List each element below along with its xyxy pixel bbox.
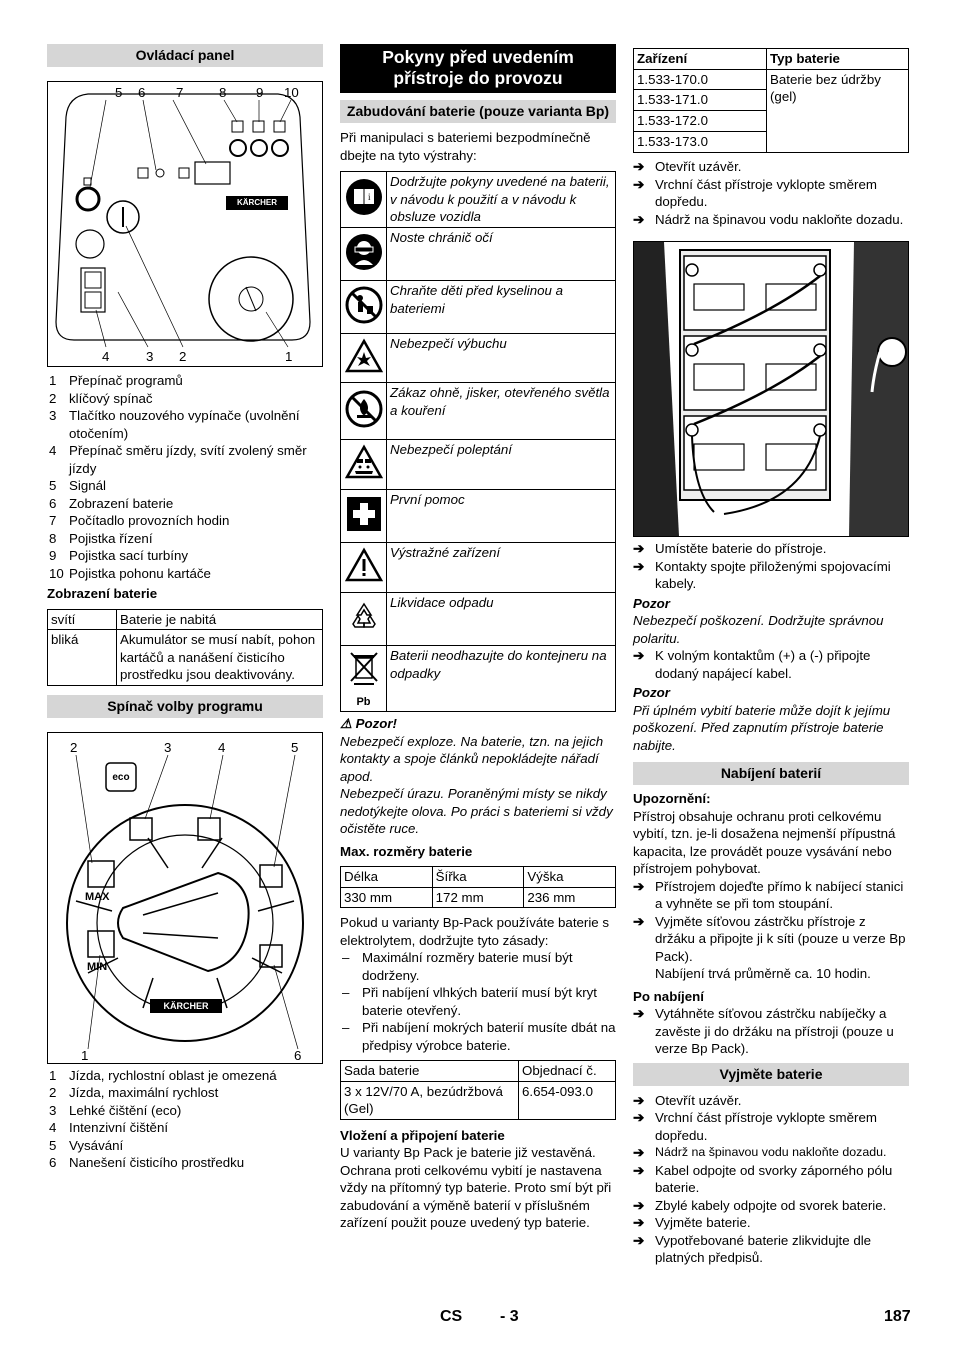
list-item: ➔ Vytáhněte síťovou zástrčku nabíječky a zavěste ji do držáku na přístroji (pouze u verze Bp Pack). bbox=[633, 1006, 894, 1056]
list-item: ➔ Otevřít uzávěr. bbox=[633, 1092, 742, 1108]
table-row: 3 x 12V/70 A, bezúdržbová (Gel) 6.654-093.0 bbox=[341, 1081, 616, 1119]
list-item: – Maximální rozměry baterie musí být dodrženy. bbox=[342, 950, 573, 983]
steps-open bbox=[633, 158, 909, 228]
footer-language: CS bbox=[440, 1308, 463, 1325]
arrow-icon: ➔ bbox=[633, 541, 645, 556]
control-panel-drawing bbox=[48, 82, 322, 366]
device-battery-table bbox=[633, 48, 909, 153]
steps-remove bbox=[633, 1092, 909, 1267]
callout-1: 1 bbox=[81, 1047, 89, 1063]
callout-2: 2 bbox=[70, 739, 78, 755]
arrow-icon: ➔ bbox=[633, 558, 645, 574]
list-item: ➔ K volným kontaktům (+) a (-) připojte dodaný napájecí kabel. bbox=[633, 648, 871, 681]
steps-charge bbox=[633, 878, 909, 966]
callout-1: 1 bbox=[285, 349, 293, 364]
recycling-icon bbox=[341, 593, 387, 646]
program-switch-list bbox=[47, 1067, 323, 1172]
dimensions-heading: Max. rozměry baterie bbox=[340, 843, 473, 859]
list-item: ➔ Vyjměte baterie. bbox=[633, 1215, 751, 1230]
list-item: 8 Pojistka řízení bbox=[49, 530, 153, 546]
list-item: 5 Vysávání bbox=[49, 1137, 124, 1153]
table-row: bliká Akumulátor se musí nabít, pohon kartáčů a nanášení čisticího prostředku jsou deaktivovány. bbox=[48, 630, 323, 686]
list-item: 6 Nanešení čisticího prostředku bbox=[49, 1155, 245, 1170]
arrow-icon: ➔ bbox=[633, 176, 645, 192]
battery-compartment-figure bbox=[633, 241, 909, 537]
callout-9: 9 bbox=[256, 85, 264, 100]
list-item: ➔ Nádrž na špinavou vodu nakloňte dozadu. bbox=[633, 1145, 887, 1160]
list-item: ➔ Otevřít uzávěr. bbox=[633, 159, 742, 174]
control-panel-heading: Ovládací panel bbox=[47, 44, 323, 67]
warning-icon bbox=[341, 543, 387, 593]
list-item: 9 Pojistka sací turbíny bbox=[49, 548, 188, 563]
arrow-icon: ➔ bbox=[633, 1145, 645, 1160]
min-label: MIN bbox=[87, 960, 108, 973]
list-item: ➔ Kabel odpojte od svorky záporného pólu baterie. bbox=[633, 1162, 893, 1195]
arrow-icon: ➔ bbox=[633, 648, 645, 663]
callout-10: 10 bbox=[284, 85, 299, 100]
no-fire-icon bbox=[341, 383, 387, 440]
charge-time: Nabíjení trvá průměrně ca. 10 hodin. bbox=[655, 966, 871, 981]
dimensions-table bbox=[340, 866, 616, 908]
battery-display-heading: Zobrazení baterie bbox=[47, 586, 158, 601]
program-switch-heading: Spínač volby programu bbox=[47, 695, 323, 718]
callout-4: 4 bbox=[218, 739, 226, 755]
explosion-icon bbox=[341, 334, 387, 383]
list-item: 6 Zobrazení baterie bbox=[49, 495, 174, 511]
callout-3: 3 bbox=[146, 349, 154, 364]
battery-compartment-photo bbox=[634, 242, 908, 536]
page-section-heading: Pokyny před uvedením přístroje do provozu bbox=[340, 44, 616, 93]
column-2 bbox=[340, 44, 616, 1232]
warnings-intro: Při manipulaci s bateriemi bezpodmínečně dbejte na tyto výstrahy: bbox=[340, 130, 591, 163]
callout-4: 4 bbox=[102, 349, 110, 364]
table-row: Zákaz ohně, jisker, otevřeného světla a kouření bbox=[341, 383, 616, 440]
list-item: ➔ Nádrž na špinavou vodu nakloňte dozadu. bbox=[633, 211, 904, 227]
list-item: 10 Pojistka pohonu kartáče bbox=[49, 565, 211, 581]
list-item: ➔ Vrchní část přístroje vyklopte směrem dopředu. bbox=[633, 1110, 877, 1143]
arrow-icon: ➔ bbox=[633, 1006, 645, 1021]
arrow-icon: ➔ bbox=[633, 913, 645, 929]
table-row: 330 mm 172 mm 236 mm bbox=[341, 887, 616, 908]
arrow-icon: ➔ bbox=[633, 1162, 645, 1178]
callout-5: 5 bbox=[115, 85, 123, 100]
list-item: 2 Jízda, maximální rychlost bbox=[49, 1085, 219, 1100]
control-panel-brand: KÄRCHER bbox=[237, 198, 277, 207]
notice-text: Přístroj obsahuje ochranu proti celkovému vybití, tzn. je-li dosažena nejmenší přípustná kapacita, lze provádět pouze vysávání nebo přístrojem pohybovat. bbox=[633, 808, 896, 876]
list-item: 1 Jízda, rychlostní oblast je omezená bbox=[49, 1067, 277, 1083]
insert-battery-text: U varianty Bp Pack je baterie již vestavěná. Ochrana proti celkovému vybití je nastavena vždy na přítomný typ baterie. Proto smí být při zabudování a výměně baterií v příslušném zařízení použit pouze uvedený typ baterie. bbox=[340, 1145, 612, 1230]
manual-icon bbox=[341, 172, 387, 228]
list-item: 4 Intenzivní čištění bbox=[49, 1120, 169, 1135]
program-switch-figure bbox=[47, 732, 323, 1064]
column-3 bbox=[633, 48, 909, 1267]
list-item: 3 Lehké čištění (eco) bbox=[49, 1102, 182, 1118]
arrow-icon: ➔ bbox=[633, 1092, 645, 1108]
steps-connect bbox=[633, 647, 909, 682]
control-panel-figure bbox=[47, 81, 323, 367]
table-row: 1.533-173.0 bbox=[634, 132, 909, 153]
table-row: Délka Šířka Výška bbox=[341, 867, 616, 888]
keep-children-away-icon bbox=[341, 281, 387, 334]
warning-icon: ⚠ bbox=[340, 716, 352, 731]
table-row: Výstražné zařízení bbox=[341, 543, 616, 593]
list-item: ➔ Vyjměte síťovou zástrčku přístroje z držáku a připojte ji k síti (pouze u verze Bp Pack). bbox=[633, 913, 906, 964]
table-row: Nebezpečí výbuchu bbox=[341, 334, 616, 383]
list-item: ➔ Vypotřebované baterie zlikvidujte dle platných předpisů. bbox=[633, 1232, 872, 1265]
caution-text-2: Nebezpečí úrazu. Poraněnými místy se nikdy nedotýkejte olova. Po práci s bateriemi si vždy očistěte ruce. bbox=[340, 786, 613, 836]
footer-page-number: 187 bbox=[884, 1308, 911, 1325]
list-item: ➔ Přístrojem dojeďte přímo k nabíjecí stanici a vyhněte se při tom stoupání. bbox=[633, 878, 904, 911]
arrow-icon: ➔ bbox=[633, 878, 645, 894]
table-row: Sada baterie Objednací č. bbox=[341, 1061, 616, 1082]
notice-title: Upozornění: bbox=[633, 791, 711, 806]
wet-battery-rules bbox=[340, 949, 616, 1054]
table-row: Zařízení Typ baterie bbox=[634, 49, 909, 70]
after-charging-heading: Po nabíjení bbox=[633, 988, 704, 1004]
corrosion-icon bbox=[341, 440, 387, 490]
list-item: ➔ Zbylé kabely odpojte od svorek baterie. bbox=[633, 1197, 887, 1213]
list-item: 4 Přepínač směru jízdy, svítí zvolený směr jízdy bbox=[49, 443, 307, 476]
table-row: Noste chránič očí bbox=[341, 228, 616, 281]
list-item: ➔ Umístěte baterie do přístroje. bbox=[633, 541, 827, 556]
list-item: ➔ Kontakty spojte přiloženými spojovacími kabely. bbox=[633, 558, 891, 591]
column-1 bbox=[47, 44, 323, 1172]
control-panel-list bbox=[47, 372, 323, 582]
arrow-icon: ➔ bbox=[633, 1197, 645, 1213]
insert-battery-heading: Vložení a připojení baterie bbox=[340, 1127, 505, 1143]
callout-8: 8 bbox=[219, 85, 227, 100]
steps-place bbox=[633, 540, 909, 593]
arrow-icon: ➔ bbox=[633, 1215, 645, 1230]
list-item: 1 Přepínač programů bbox=[49, 373, 183, 388]
callout-6: 6 bbox=[294, 1047, 302, 1063]
wet-battery-intro: Pokud u varianty Bp-Pack používáte baterie s elektrolytem, dodržujte tyto zásady: bbox=[340, 915, 610, 948]
arrow-icon: ➔ bbox=[633, 1110, 645, 1125]
svg-text:i: i bbox=[367, 192, 371, 203]
callout-3: 3 bbox=[164, 739, 172, 755]
charging-heading: Nabíjení baterií bbox=[633, 762, 909, 785]
callout-6: 6 bbox=[138, 85, 146, 100]
list-item: ➔ Vrchní část přístroje vyklopte směrem dopředu. bbox=[633, 176, 877, 209]
crossed-bin-icon bbox=[341, 646, 387, 712]
callout-5: 5 bbox=[291, 739, 299, 755]
pozor-text-1: Nebezpečí poškození. Dodržujte správnou polaritu. bbox=[633, 613, 884, 646]
max-label: MAX bbox=[85, 890, 110, 903]
table-row: První pomoc bbox=[341, 490, 616, 543]
caution-text-1: Nebezpečí exploze. Na baterie, tzn. na jejich kontakty a spoje článků nepokládejte nářadí apod. bbox=[340, 733, 604, 784]
table-row: 1.533-171.0 bbox=[634, 90, 909, 111]
list-item: – Při nabíjení mokrých baterií musíte dbát na předpisy výrobce baterie. bbox=[342, 1020, 616, 1053]
pozor-title-1: Pozor bbox=[633, 595, 670, 611]
list-item: 3 Tlačítko nouzového vypínače (uvolnění otočením) bbox=[49, 408, 300, 441]
table-row: 1.533-170.0 Baterie bez údržby (gel) bbox=[634, 69, 909, 90]
list-item: 5 Signál bbox=[49, 478, 106, 493]
list-item: – Při nabíjení vlhkých baterií musí být kryt baterie otevřený. bbox=[342, 985, 598, 1018]
list-item: 2 klíčový spínač bbox=[49, 390, 153, 406]
table-row: Chraňte děti před kyselinou a bateriemi bbox=[341, 281, 616, 334]
table-row: Nebezpečí poleptání bbox=[341, 440, 616, 490]
table-row: Pb Baterii neodhazujte do kontejneru na odpadky bbox=[341, 646, 616, 712]
arrow-icon: ➔ bbox=[633, 1232, 645, 1248]
steps-after bbox=[633, 1005, 909, 1058]
list-item: 7 Počítadlo provozních hodin bbox=[49, 513, 230, 528]
callout-7: 7 bbox=[176, 85, 184, 100]
remove-battery-heading: Vyjměte baterie bbox=[633, 1063, 909, 1086]
arrow-icon: ➔ bbox=[633, 211, 645, 227]
table-row: svítí Baterie je nabitá bbox=[48, 609, 323, 630]
battery-warnings-table bbox=[340, 171, 616, 712]
pozor-title-2: Pozor bbox=[633, 685, 670, 700]
first-aid-icon bbox=[341, 490, 387, 543]
battery-display-table bbox=[47, 609, 323, 686]
program-switch-brand: KÄRCHER bbox=[163, 1000, 209, 1011]
pozor-text-2: Při úplném vybití baterie může dojít k jejímu poškození. Před zapnutím přístroje baterie nabijte. bbox=[633, 702, 891, 753]
battery-install-heading: Zabudování baterie (pouze varianta Bp) bbox=[340, 100, 616, 123]
table-row: Likvidace odpadu bbox=[341, 593, 616, 646]
callout-2: 2 bbox=[179, 349, 187, 364]
arrow-icon: ➔ bbox=[633, 159, 645, 174]
eye-protection-icon bbox=[341, 228, 387, 281]
eco-label: eco bbox=[112, 771, 130, 783]
table-row: i Dodržujte pokyny uvedené na baterii, v návodu k použití a v návodu k obsluze vozidla bbox=[341, 172, 616, 228]
table-row: 1.533-172.0 bbox=[634, 111, 909, 132]
battery-set-table bbox=[340, 1060, 616, 1120]
footer-local-page: - 3 bbox=[500, 1308, 519, 1325]
pb-label: Pb bbox=[356, 696, 371, 709]
caution-title: ⚠ Pozor! bbox=[340, 716, 397, 731]
